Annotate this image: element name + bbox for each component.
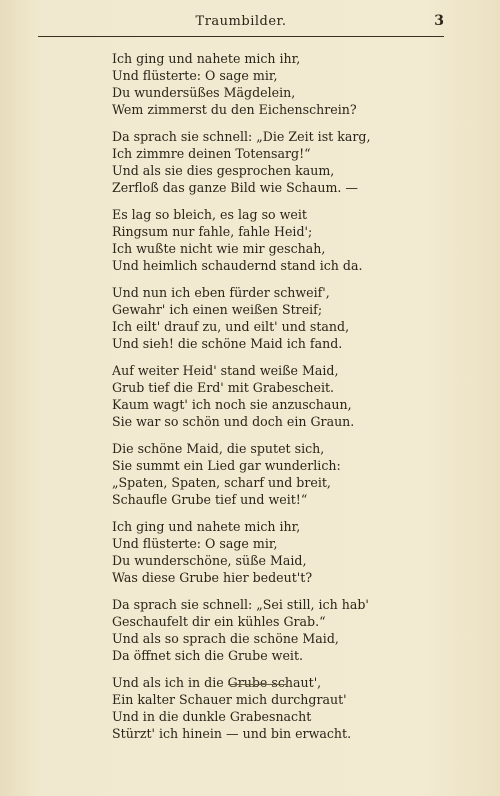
stanza xyxy=(112,440,432,508)
poem-line: Und in die dunkle Grabesnacht xyxy=(112,709,312,724)
stanza xyxy=(112,128,432,196)
poem-line: Da sprach sie schnell: „Die Zeit ist karg, xyxy=(112,129,371,144)
poem-line: Wem zimmerst du den Eichenschrein? xyxy=(112,102,357,117)
running-title: Traumbilder. xyxy=(195,14,287,29)
poem-line: Stürzt' ich hinein — und bin erwacht. xyxy=(112,726,352,741)
stanza xyxy=(112,596,432,664)
poem-line: Und flüsterte: O sage mir, xyxy=(112,68,278,83)
poem xyxy=(112,50,432,752)
poem-line: Schaufle Grube tief und weit!“ xyxy=(112,492,308,507)
poem-line: Auf weiter Heid' stand weiße Maid, xyxy=(112,363,339,378)
end-rule xyxy=(228,684,286,685)
poem-line: Ein kalter Schauer mich durchgraut' xyxy=(112,692,347,707)
page-header xyxy=(38,14,444,36)
stanza xyxy=(112,206,432,274)
poem-line: Zerfloß das ganze Bild wie Schaum. — xyxy=(112,180,359,195)
poem-line: Und nun ich eben fürder schweif', xyxy=(112,285,330,300)
poem-line: Ringsum nur fahle, fahle Heid'; xyxy=(112,224,313,239)
poem-line: Kaum wagt' ich noch sie anzuschaun, xyxy=(112,397,352,412)
stanza xyxy=(112,50,432,118)
stanza xyxy=(112,362,432,430)
poem-line: Du wunderschöne, süße Maid, xyxy=(112,553,307,568)
poem-line: Grub tief die Erd' mit Grabescheit. xyxy=(112,380,335,395)
stanza xyxy=(112,284,432,352)
poem-line: Und als sie dies gesprochen kaum, xyxy=(112,163,335,178)
poem-line: „Spaten, Spaten, scharf und breit, xyxy=(112,475,331,490)
poem-line: Und flüsterte: O sage mir, xyxy=(112,536,278,551)
poem-line: Geschaufelt dir ein kühles Grab.“ xyxy=(112,614,326,629)
poem-line: Und als so sprach die schöne Maid, xyxy=(112,631,339,646)
poem-line: Und heimlich schaudernd stand ich da. xyxy=(112,258,363,273)
poem-line: Ich eilt' drauf zu, und eilt' und stand, xyxy=(112,319,350,334)
poem-line: Die schöne Maid, die sputet sich, xyxy=(112,441,325,456)
poem-line: Gewahr' ich einen weißen Streif; xyxy=(112,302,323,317)
header-rule xyxy=(38,36,444,37)
poem-line: Ich zimmre deinen Totensarg!“ xyxy=(112,146,311,161)
poem-line: Du wundersüßes Mägdelein, xyxy=(112,85,296,100)
poem-line: Sie summt ein Lied gar wunderlich: xyxy=(112,458,341,473)
poem-line: Und sieh! die schöne Maid ich fand. xyxy=(112,336,343,351)
poem-line: Ich ging und nahete mich ihr, xyxy=(112,519,301,534)
poem-line: Was diese Grube hier bedeut't? xyxy=(112,570,313,585)
poem-line: Sie war so schön und doch ein Graun. xyxy=(112,414,355,429)
page-number: 3 xyxy=(434,13,444,29)
stanza xyxy=(112,518,432,586)
poem-line: Da sprach sie schnell: „Sei still, ich hab' xyxy=(112,597,369,612)
poem-line: Es lag so bleich, es lag so weit xyxy=(112,207,307,222)
poem-line: Ich ging und nahete mich ihr, xyxy=(112,51,301,66)
poem-line: Ich wußte nicht wie mir geschah, xyxy=(112,241,326,256)
poem-line: Und als ich in die Grube schaut', xyxy=(112,675,322,690)
poem-line: Da öffnet sich die Grube weit. xyxy=(112,648,304,663)
